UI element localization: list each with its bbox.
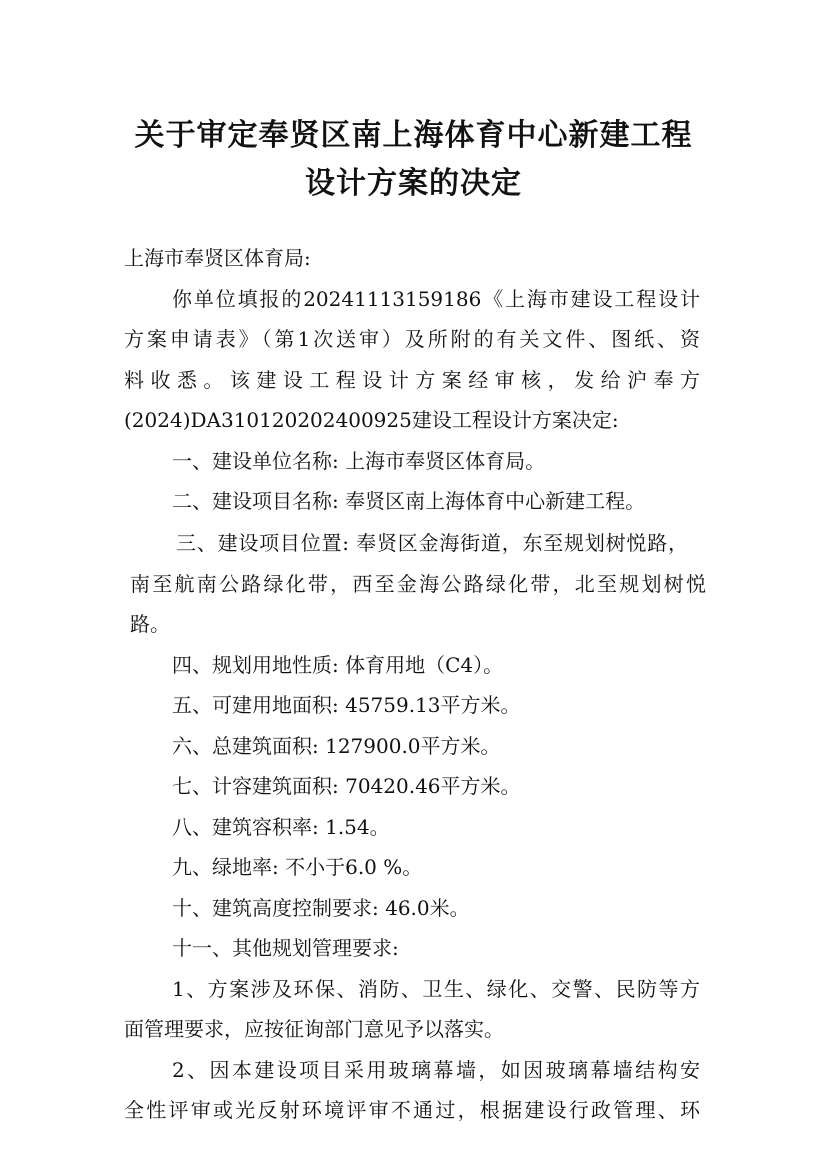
intro-line-3: 料收悉。该建设工程设计方案经审核，发给沪奉方 xyxy=(124,368,700,392)
intro-line-1: 你单位填报的20241113159186《上海市建设工程设计 xyxy=(172,287,700,311)
item-9: 九、绿地率: 不小于6.0 %。 xyxy=(172,855,423,879)
sub-item-1-line-1: 1、方案涉及环保、消防、卫生、绿化、交警、民防等方 xyxy=(172,977,700,1001)
item-2: 二、建设项目名称: 奉贤区南上海体育中心新建工程。 xyxy=(172,489,646,513)
item-11: 十一、其他规划管理要求: xyxy=(172,936,399,960)
item-10: 十、建筑高度控制要求: 46.0米。 xyxy=(172,896,470,920)
item-3-line-3: 路。 xyxy=(130,612,170,636)
intro-line-2: 方案申请表》（第1次送审）及所附的有关文件、图纸、资 xyxy=(124,327,700,351)
item-7: 七、计容建筑面积: 70420.46平方米。 xyxy=(172,774,521,798)
item-6: 六、总建筑面积: 127900.0平方米。 xyxy=(172,734,501,758)
intro-line-4: (2024)DA310120202400925建设工程设计方案决定: xyxy=(124,408,619,432)
item-5: 五、可建用地面积: 45759.13平方米。 xyxy=(172,693,521,717)
document-title-line1: 关于审定奉贤区南上海体育中心新建工程 xyxy=(134,118,693,153)
document-title-line2: 设计方案的决定 xyxy=(305,166,522,201)
item-1: 一、建设单位名称: 上海市奉贤区体育局。 xyxy=(172,449,546,473)
sub-item-2-line-2: 全性评审或光反射环境评审不通过，根据建设行政管理、环 xyxy=(124,1098,700,1122)
item-4: 四、规划用地性质: 体育用地（C4）。 xyxy=(172,653,504,677)
sub-item-1-line-2: 面管理要求，应按征询部门意见予以落实。 xyxy=(124,1017,504,1041)
sub-item-2-line-1: 2、因本建设项目采用玻璃幕墙，如因玻璃幕墙结构安 xyxy=(172,1058,700,1082)
item-8: 八、建筑容积率: 1.54。 xyxy=(172,815,390,839)
item-3-line-2: 南至航南公路绿化带，西至金海公路绿化带，北至规划树悦 xyxy=(130,572,706,596)
addressee: 上海市奉贤区体育局: xyxy=(124,246,311,270)
item-3-line-1: 三、建设项目位置: 奉贤区金海街道，东至规划树悦路， xyxy=(176,531,688,555)
